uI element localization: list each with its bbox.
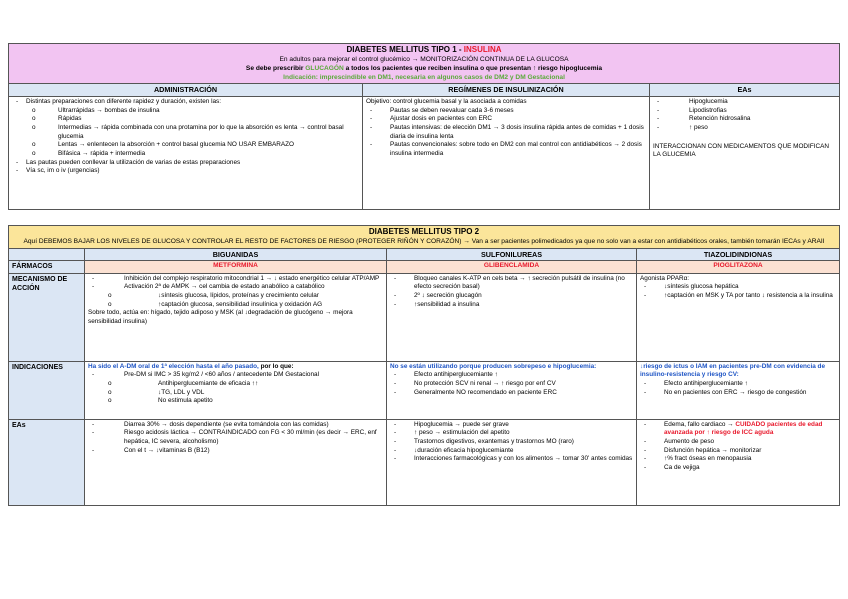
metformina-indicaciones: [85, 361, 387, 419]
dm1-table: [8, 43, 840, 210]
group-sulfonilureas: SULFONILUREAS: [387, 248, 637, 261]
met-mec2: - Activación 2ª de AMPK → cel cambia de estado anabólico a catabólico: [88, 283, 383, 292]
metformina-mecanismo: [85, 273, 387, 361]
ea-item: - Retención hidrosalina: [653, 115, 836, 124]
met-ind1b: o ↓TG, LDL y VDL: [88, 389, 383, 398]
admin-type: o Rápidas: [12, 115, 359, 124]
admin-intro: - Distintas preparaciones con diferente rapidez y duración, existen las:: [12, 98, 359, 107]
pio-ea5: - Ca de vejiga: [640, 464, 836, 473]
dm2-header: [9, 226, 840, 249]
ea-item: - ↑ peso: [653, 124, 836, 133]
gli-mec3: - ↑sensibilidad a insulina: [390, 301, 633, 310]
met-ind1c: o No estimula apetito: [88, 397, 383, 406]
met-ind-intro: Ha sido el A-DM oral de 1ª elección hasta el año pasado, por lo que:: [88, 362, 294, 370]
col-regimenes: REGÍMENES DE INSULINIZACIÓN: [363, 84, 650, 97]
gli-mec2: - 2º ↓ secreción glucagón: [390, 292, 633, 301]
pio-ind1: - Efecto antihiperglucemiante ↑: [640, 380, 836, 389]
farmacos-label: FÁRMACOS: [9, 261, 85, 273]
eas2-label: EAs: [9, 419, 85, 505]
regimen-item: - Pautas se deben reevaluar cada 3-6 meses: [366, 107, 646, 116]
met-mec1: - Inhibición del complejo respiratorio mitocondrial 1 → ↓ estado energético celular ATP/AMP: [88, 275, 383, 284]
pio-ind2: - No en pacientes con ERC → riesgo de congestión: [640, 389, 836, 398]
gliben-eas: [387, 419, 637, 505]
dm2-title: DIABETES MELLITUS TIPO 2: [368, 227, 480, 236]
dm2-table: [8, 225, 840, 506]
regimen-cell: [363, 97, 650, 210]
met-ind1a: o Antihiperglucemiante de eficacia ↑↑: [88, 380, 383, 389]
col-eas: EAs: [650, 84, 840, 97]
admin-type: o Ultrarrápidas → bombas de insulina: [12, 107, 359, 116]
ea-note: INTERACCIONAN CON MEDICAMENTOS QUE MODIFICAN LA GLUCEMIA: [653, 142, 829, 159]
group-biguanidas: BIGUANIDAS: [85, 248, 387, 261]
col-administracion: ADMINISTRACIÓN: [9, 84, 363, 97]
pio-indicaciones: [637, 361, 840, 419]
regimen-item: - Pautas intensivas: de elección DM1 → 3 dosis insulina rápida antes de comidas + 1 dosis diaria de insulina lenta: [366, 124, 646, 141]
pio-ea3: - Disfunción hepática → monitorizar: [640, 447, 836, 456]
eas-cell: [650, 97, 840, 210]
regimen-item: - Ajustar dosis en pacientes con ERC: [366, 115, 646, 124]
gli-ea3: - Trastornos digestivos, exantemas y trastornos MO (raro): [390, 438, 633, 447]
dm1-header: [9, 44, 840, 84]
gli-ind3: - Generalmente NO recomendado en paciente ERC: [390, 389, 633, 398]
empty-corner: [9, 248, 85, 261]
ea-item: - Lipodistrofias: [653, 107, 836, 116]
met-mec2a: o ↓síntesis glucosa, lípidos, proteínas y crecimiento celular: [88, 292, 383, 301]
met-ind1: - Pre-DM si IMC > 35 kg/m2 / <60 años / antecedente DM Gestacional: [88, 371, 383, 380]
pio-mec-intro: Agonista PPARα:: [640, 274, 690, 282]
drug-metformina: METFORMINA: [85, 261, 387, 273]
regimen-intro: Objetivo: control glucemia basal y la asociada a comidas: [366, 98, 527, 106]
gliben-indicaciones: [387, 361, 637, 419]
admin-cell: [9, 97, 363, 210]
dm1-line3: Indicación: imprescindible en DM1, necesaria en algunos casos de DM2 y DM Gestacional: [283, 73, 565, 81]
metformina-eas: [85, 419, 387, 505]
indicaciones-label: INDICACIONES: [9, 361, 85, 419]
admin-type: o Lentas → enlentecen la absorción + control basal glucemia NO USAR EMBARAZO: [12, 141, 359, 150]
pio-ea1: - Edema, fallo cardiaco → CUIDADO pacientes de edad avanzada por ↑ riesgo de ICC aguda: [640, 421, 836, 438]
gli-ea5: - Interacciones farmacológicas y con los alimentos → tomar 30' antes comidas: [390, 455, 633, 464]
drug-pioglitazona: PIOGLITAZONA: [637, 261, 840, 273]
dm1-line1: En adultos para mejorar el control glucémico → MONITORIZACIÓN CONTINUA DE LA GLUCOSA: [279, 55, 569, 63]
pio-mec2: - ↑captación en MSK y TA por tanto ↓ resistencia a la insulina: [640, 292, 836, 301]
gliben-mecanismo: [387, 273, 637, 361]
ea-item: - Hipoglucemia: [653, 98, 836, 107]
admin-extra: - Las pautas pueden conllevar la utilización de varias de estas preparaciones: [12, 159, 359, 168]
gli-ea2: - ↑ peso → estimulación del apetito: [390, 429, 633, 438]
met-ea1: - Diarrea 30% → dosis dependiente (se evita tomándola con las comidas): [88, 421, 383, 430]
dm2-subtitle: Aquí DEBEMOS BAJAR LOS NIVELES DE GLUCOSA Y CONTROLAR EL RESTO DE FACTORES DE RIESGO (PROTEGER RIÑÓN Y CORAZÓN) → Van a ser pacientes polimedicados ya que no solo van a estar con antidiabéticos orales, también tomarán IECAs y ARAII: [23, 237, 825, 245]
admin-type: o Intermedias → rápida combinada con una protamina por lo que la absorción es lenta → control basal glucemia: [12, 124, 359, 141]
gli-ind-intro: No se están utilizando porque producen sobrepeso e hipoglucemia:: [390, 362, 597, 370]
dm1-line2: Se debe prescribir GLUCAGÓN a todos los pacientes que reciben insulina o que presentan ↑ riesgo hipoglucemia: [245, 64, 603, 72]
gli-ea4: - ↓duración eficacia hipoglucemiante: [390, 447, 633, 456]
met-ea2: - Riesgo acidosis láctica → CONTRAINDICADO con FG < 30 ml/min (es decir → ERC, enf hepática, IC severa, alcoholismo): [88, 429, 383, 446]
regimen-item: - Pautas convencionales: sobre todo en DM2 con mal control con antidiabéticos → 2 dosis insulina intermedia: [366, 141, 646, 158]
met-mec2b: o ↑captación glucosa, sensibilidad insulínica y oxidación AG: [88, 301, 383, 310]
mecanismo-label: MECANISMO DE ACCIÓN: [9, 273, 85, 361]
dm1-title: DIABETES MELLITUS TIPO 1 - INSULINA: [346, 45, 502, 54]
met-ea3: - Con el t → ↓vitaminas B (B12): [88, 447, 383, 456]
gli-mec1: - Bloqueo canales K-ATP en cels beta → ↑ secreción pulsátil de insulina (no efecto secreción basal): [390, 275, 633, 292]
drug-glibenclamida: GLIBENCLAMIDA: [387, 261, 637, 273]
gli-ind2: - No protección SCV ni renal → ↑ riesgo por enf CV: [390, 380, 633, 389]
pio-ea2: - Aumento de peso: [640, 438, 836, 447]
pio-mecanismo: [637, 273, 840, 361]
gli-ea1: - Hipoglucemia → puede ser grave: [390, 421, 633, 430]
pio-eas: [637, 419, 840, 505]
gli-ind1: - Efecto antihiperglucemiante ↑: [390, 371, 633, 380]
pio-ea4: - ↑% fract óseas en menopausia: [640, 455, 836, 464]
group-tiazolidindionas: TIAZOLIDINDIONAS: [637, 248, 840, 261]
met-mec-note: Sobre todo, actúa en: hígado, tejido adiposo y MSK (al ↓degradación de glucógeno → mejora sensibilidad insulina): [88, 309, 353, 326]
pio-mec1: - ↓síntesis glucosa hepática: [640, 283, 836, 292]
pio-ind-intro: ↓riesgo de ictus o IAM en pacientes pre-DM con evidencia de insulino-resistencia y riesgo CV:: [640, 362, 826, 379]
admin-type: o Bifásica → rápida + intermedia: [12, 150, 359, 159]
admin-extra: - Vía sc, im o iv (urgencias): [12, 167, 359, 176]
